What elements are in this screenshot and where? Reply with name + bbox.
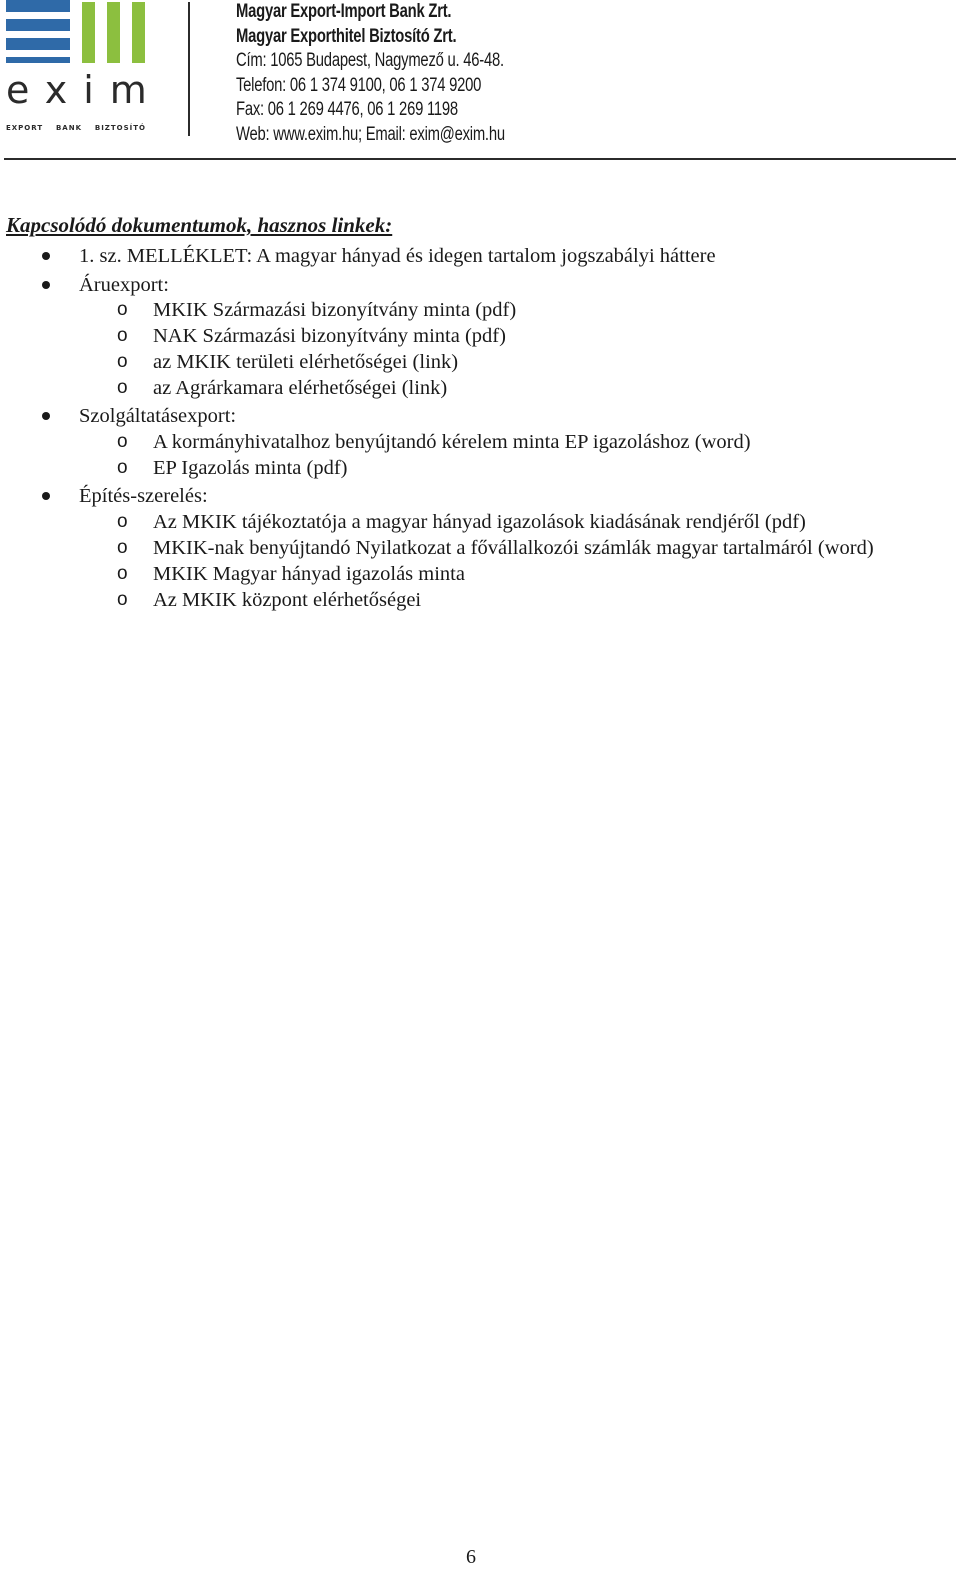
sub-bullet-icon: o xyxy=(117,537,128,558)
logo-tagline xyxy=(6,124,146,132)
logo-tag-bank: BANK xyxy=(55,124,83,132)
sub-bullet-icon: o xyxy=(117,299,128,320)
company-name-insurance: Magyar Exporthitel Biztosító Zrt. xyxy=(236,25,457,47)
list-item: Építés-szerelés: xyxy=(79,485,208,507)
header-rule xyxy=(4,158,956,160)
page-number: 6 xyxy=(466,1546,476,1568)
doc-link[interactable]: A kormányhivatalhoz benyújtandó kérelem minta EP igazoláshoz (word) xyxy=(153,431,751,453)
doc-link[interactable]: MKIK-nak benyújtandó Nyilatkozat a fővállalkozói számlák magyar tartalmáról (word) xyxy=(153,537,874,559)
list-item: 1. sz. MELLÉKLET: A magyar hányad és idegen tartalom jogszabályi háttere xyxy=(79,245,716,267)
sub-bullet-icon: o xyxy=(117,431,128,452)
doc-link[interactable]: EP Igazolás minta (pdf) xyxy=(153,457,348,479)
sub-bullet-icon: o xyxy=(117,511,128,532)
header-divider xyxy=(188,2,190,136)
company-name-bank: Magyar Export-Import Bank Zrt. xyxy=(236,1,452,22)
list-item: Szolgáltatásexport: xyxy=(79,405,237,427)
sub-bullet-icon: o xyxy=(117,563,128,584)
bullet-icon xyxy=(42,281,50,289)
doc-link[interactable]: az Agrárkamara elérhetőségei (link) xyxy=(153,377,448,399)
doc-link[interactable]: Az MKIK központ elérhetőségei xyxy=(153,589,422,611)
logo-tag-export: EXPORT xyxy=(6,124,44,132)
sub-bullet-icon: o xyxy=(117,589,128,610)
address: Cím: 1065 Budapest, Nagymező u. 46-48. xyxy=(236,50,504,72)
list-item: Áruexport: xyxy=(79,274,169,296)
bullet-icon xyxy=(42,252,50,260)
sub-bullet-icon: o xyxy=(117,325,128,346)
sub-bullet-icon: o xyxy=(117,457,128,478)
doc-link[interactable]: MKIK Magyar hányad igazolás minta xyxy=(153,563,465,585)
sub-bullet-icon: o xyxy=(117,377,128,398)
doc-link[interactable]: az MKIK területi elérhetőségei (link) xyxy=(153,351,459,373)
section-heading: Kapcsolódó dokumentumok, hasznos linkek: xyxy=(6,213,393,237)
letterhead xyxy=(0,0,960,162)
bullet-icon xyxy=(42,492,50,500)
logo-bars-icon xyxy=(6,0,146,70)
logo-tag-biztosito: BIZTOSÍTÓ xyxy=(94,124,146,132)
fax: Fax: 06 1 269 4476, 06 1 269 1198 xyxy=(236,99,458,121)
exim-logo xyxy=(6,0,163,140)
doc-link[interactable]: NAK Származási bizonyítvány minta (pdf) xyxy=(153,325,506,347)
phone: Telefon: 06 1 374 9100, 06 1 374 9200 xyxy=(236,74,482,96)
bullet-icon xyxy=(42,412,50,420)
logo-wordmark: exim xyxy=(6,68,163,112)
doc-link[interactable]: MKIK Származási bizonyítvány minta (pdf) xyxy=(153,299,517,321)
sub-bullet-icon: o xyxy=(117,351,128,372)
web-email: Web: www.exim.hu; Email: exim@exim.hu xyxy=(236,123,505,145)
contact-block xyxy=(236,0,548,148)
doc-link[interactable]: Az MKIK tájékoztatója a magyar hányad igazolások kiadásának rendjéről (pdf) xyxy=(153,511,806,533)
